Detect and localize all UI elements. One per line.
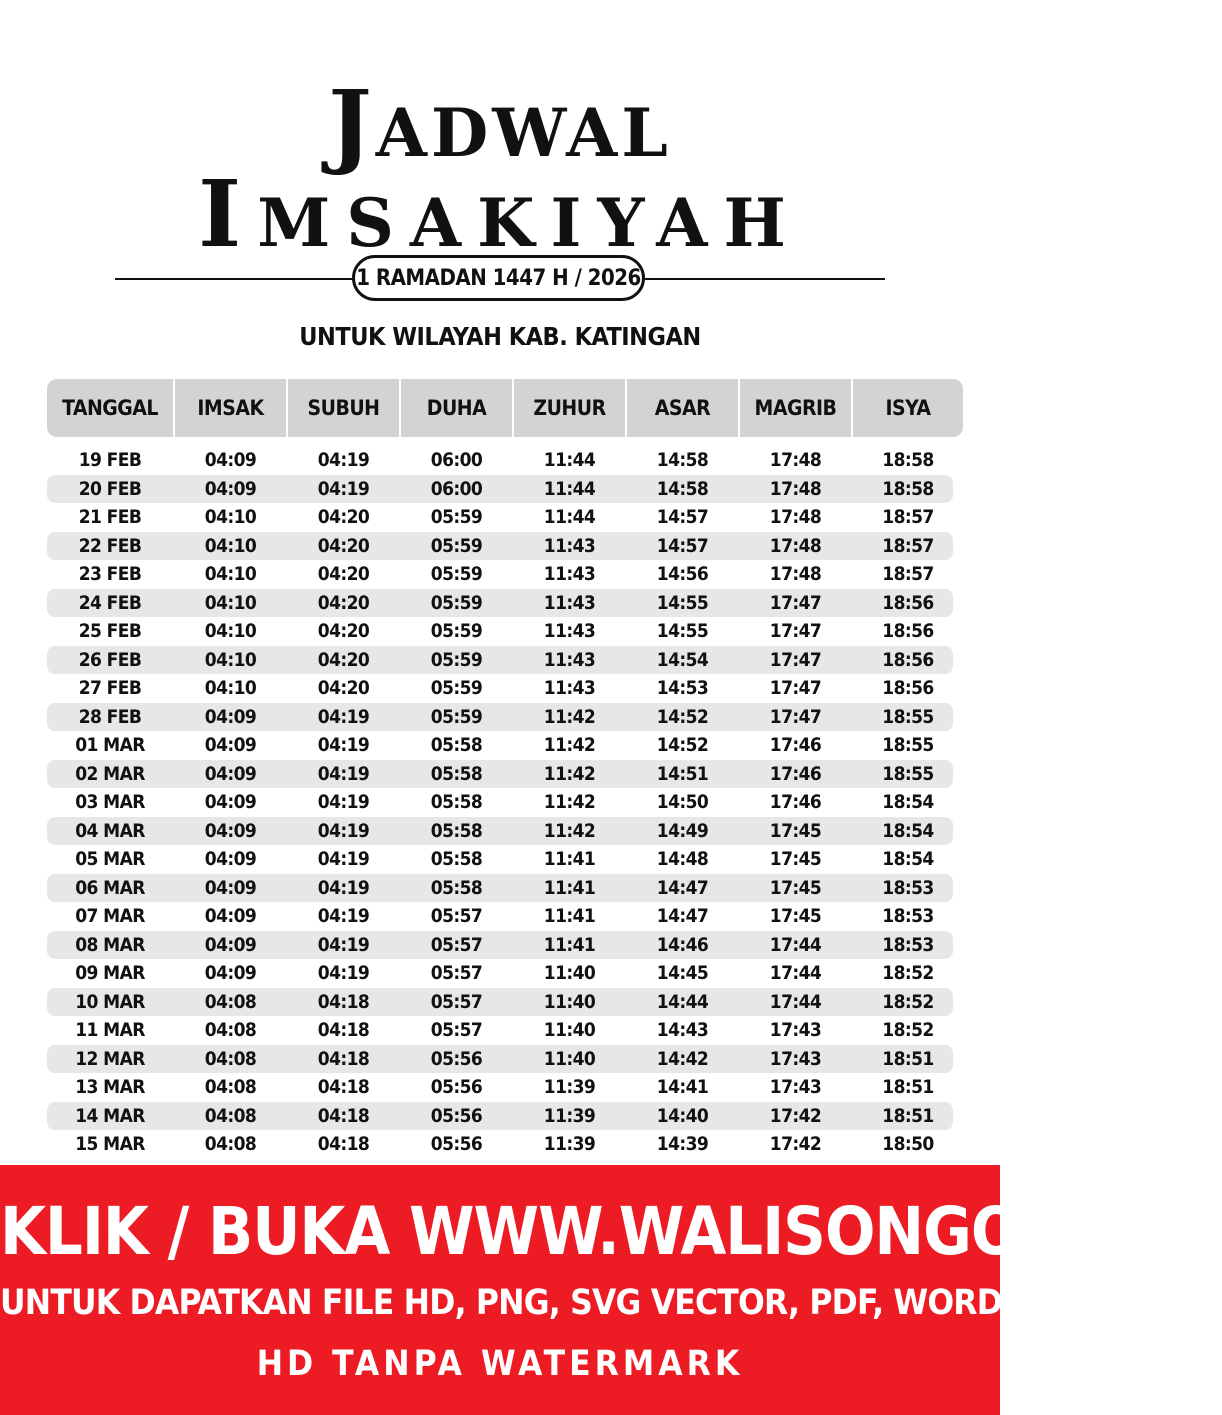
tanggal-cell: 26 FEB bbox=[78, 648, 142, 671]
title-initial-i: I bbox=[198, 160, 258, 268]
magrib-cell: 17:43 bbox=[769, 1076, 822, 1099]
asar-cell: 14:53 bbox=[656, 677, 709, 700]
column-header-duha: DUHA bbox=[401, 379, 512, 437]
table-row bbox=[47, 703, 953, 732]
imsak-cell: 04:09 bbox=[204, 962, 257, 985]
asar-cell: 14:39 bbox=[656, 1133, 709, 1156]
magrib-cell: 17:47 bbox=[769, 620, 822, 643]
column-header-tanggal: TANGGAL bbox=[47, 379, 173, 437]
magrib-cell: 17:44 bbox=[769, 933, 822, 956]
subuh-cell: 04:19 bbox=[317, 762, 370, 785]
isya-cell: 18:56 bbox=[882, 677, 934, 700]
schedule-table-header bbox=[47, 379, 953, 437]
asar-cell: 14:49 bbox=[656, 819, 709, 842]
zuhur-cell: 11:40 bbox=[543, 962, 596, 985]
subuh-cell: 04:18 bbox=[317, 990, 370, 1013]
imsak-cell: 04:10 bbox=[204, 563, 257, 586]
tanggal-cell: 05 MAR bbox=[75, 848, 145, 871]
duha-cell: 05:58 bbox=[430, 734, 483, 757]
isya-cell: 18:52 bbox=[882, 1019, 934, 1042]
tanggal-cell: 15 MAR bbox=[75, 1133, 145, 1156]
zuhur-cell: 11:43 bbox=[543, 534, 596, 557]
imsak-cell: 04:08 bbox=[204, 1133, 257, 1156]
table-row bbox=[47, 560, 953, 589]
duha-cell: 05:59 bbox=[430, 620, 483, 643]
duha-cell: 06:00 bbox=[430, 477, 483, 500]
imsak-cell: 04:09 bbox=[204, 762, 257, 785]
asar-cell: 14:47 bbox=[656, 876, 709, 899]
duha-cell: 05:57 bbox=[430, 933, 483, 956]
asar-cell: 14:41 bbox=[656, 1076, 709, 1099]
magrib-cell: 17:45 bbox=[769, 819, 822, 842]
tanggal-cell: 12 MAR bbox=[75, 1047, 145, 1070]
zuhur-cell: 11:41 bbox=[543, 933, 596, 956]
banner-website-link[interactable]: KLIK / BUKA WWW.WALISONGO.CO.ID bbox=[0, 1193, 1222, 1270]
imsak-cell: 04:09 bbox=[204, 933, 257, 956]
duha-cell: 06:00 bbox=[430, 449, 483, 472]
magrib-cell: 17:46 bbox=[769, 762, 822, 785]
zuhur-cell: 11:43 bbox=[543, 620, 596, 643]
tanggal-cell: 25 FEB bbox=[78, 620, 142, 643]
zuhur-cell: 11:40 bbox=[543, 1047, 596, 1070]
asar-cell: 14:54 bbox=[656, 648, 709, 671]
table-row bbox=[47, 446, 953, 475]
subuh-cell: 04:19 bbox=[317, 734, 370, 757]
table-row bbox=[47, 845, 953, 874]
imsak-cell: 04:09 bbox=[204, 819, 257, 842]
magrib-cell: 17:47 bbox=[769, 648, 822, 671]
tanggal-cell: 19 FEB bbox=[78, 449, 142, 472]
zuhur-cell: 11:44 bbox=[543, 477, 596, 500]
duha-cell: 05:59 bbox=[430, 563, 483, 586]
imsak-cell: 04:08 bbox=[204, 1104, 257, 1127]
asar-cell: 14:45 bbox=[656, 962, 709, 985]
duha-cell: 05:59 bbox=[430, 677, 483, 700]
asar-cell: 14:57 bbox=[656, 506, 709, 529]
subuh-cell: 04:19 bbox=[317, 705, 370, 728]
magrib-cell: 17:42 bbox=[769, 1104, 822, 1127]
tanggal-cell: 24 FEB bbox=[78, 591, 142, 614]
zuhur-cell: 11:42 bbox=[543, 705, 596, 728]
column-header-asar: ASAR bbox=[627, 379, 738, 437]
duha-cell: 05:58 bbox=[430, 762, 483, 785]
tanggal-cell: 08 MAR bbox=[75, 933, 145, 956]
magrib-cell: 17:44 bbox=[769, 962, 822, 985]
column-header-isya: ISYA bbox=[853, 379, 963, 437]
duha-cell: 05:57 bbox=[430, 1019, 483, 1042]
duha-cell: 05:59 bbox=[430, 506, 483, 529]
duha-cell: 05:59 bbox=[430, 591, 483, 614]
imsak-cell: 04:09 bbox=[204, 705, 257, 728]
table-row bbox=[47, 931, 953, 960]
table-row bbox=[47, 674, 953, 703]
asar-cell: 14:52 bbox=[656, 734, 709, 757]
subuh-cell: 04:20 bbox=[317, 648, 370, 671]
isya-cell: 18:54 bbox=[882, 791, 934, 814]
magrib-cell: 17:45 bbox=[769, 848, 822, 871]
zuhur-cell: 11:42 bbox=[543, 791, 596, 814]
table-row bbox=[47, 589, 953, 618]
imsak-cell: 04:09 bbox=[204, 477, 257, 500]
subuh-cell: 04:19 bbox=[317, 876, 370, 899]
subuh-cell: 04:19 bbox=[317, 905, 370, 928]
imsak-cell: 04:10 bbox=[204, 534, 257, 557]
subuh-cell: 04:19 bbox=[317, 848, 370, 871]
subuh-cell: 04:18 bbox=[317, 1133, 370, 1156]
isya-cell: 18:55 bbox=[882, 734, 934, 757]
tanggal-cell: 02 MAR bbox=[75, 762, 145, 785]
isya-cell: 18:55 bbox=[882, 705, 934, 728]
zuhur-cell: 11:43 bbox=[543, 563, 596, 586]
imsak-cell: 04:10 bbox=[204, 648, 257, 671]
magrib-cell: 17:47 bbox=[769, 591, 822, 614]
magrib-cell: 17:48 bbox=[769, 506, 822, 529]
isya-cell: 18:52 bbox=[882, 990, 934, 1013]
table-row bbox=[47, 731, 953, 760]
duha-cell: 05:57 bbox=[430, 990, 483, 1013]
table-row bbox=[47, 1016, 953, 1045]
asar-cell: 14:44 bbox=[656, 990, 709, 1013]
asar-cell: 14:56 bbox=[656, 563, 709, 586]
subuh-cell: 04:19 bbox=[317, 477, 370, 500]
magrib-cell: 17:48 bbox=[769, 449, 822, 472]
zuhur-cell: 11:43 bbox=[543, 591, 596, 614]
table-row bbox=[47, 1130, 953, 1159]
subuh-cell: 04:20 bbox=[317, 563, 370, 586]
isya-cell: 18:51 bbox=[882, 1047, 934, 1070]
isya-cell: 18:51 bbox=[882, 1076, 934, 1099]
zuhur-cell: 11:40 bbox=[543, 1019, 596, 1042]
magrib-cell: 17:47 bbox=[769, 705, 822, 728]
duha-cell: 05:56 bbox=[430, 1076, 483, 1099]
column-header-subuh: SUBUH bbox=[288, 379, 399, 437]
tanggal-cell: 10 MAR bbox=[75, 990, 145, 1013]
asar-cell: 14:58 bbox=[656, 477, 709, 500]
zuhur-cell: 11:39 bbox=[543, 1133, 596, 1156]
isya-cell: 18:52 bbox=[882, 962, 934, 985]
imsak-cell: 04:08 bbox=[204, 1076, 257, 1099]
isya-cell: 18:56 bbox=[882, 648, 934, 671]
asar-cell: 14:48 bbox=[656, 848, 709, 871]
zuhur-cell: 11:41 bbox=[543, 905, 596, 928]
isya-cell: 18:58 bbox=[882, 477, 934, 500]
column-header-magrib: MAGRIB bbox=[740, 379, 851, 437]
asar-cell: 14:55 bbox=[656, 591, 709, 614]
table-row bbox=[47, 503, 953, 532]
isya-cell: 18:57 bbox=[882, 506, 934, 529]
isya-cell: 18:55 bbox=[882, 762, 934, 785]
subuh-cell: 04:20 bbox=[317, 534, 370, 557]
magrib-cell: 17:46 bbox=[769, 791, 822, 814]
magrib-cell: 17:43 bbox=[769, 1019, 822, 1042]
zuhur-cell: 11:41 bbox=[543, 848, 596, 871]
divider-line-right bbox=[645, 278, 885, 280]
table-row bbox=[47, 874, 953, 903]
asar-cell: 14:42 bbox=[656, 1047, 709, 1070]
imsak-cell: 04:08 bbox=[204, 990, 257, 1013]
title-line-imsakiyah bbox=[0, 160, 1000, 268]
magrib-cell: 17:47 bbox=[769, 677, 822, 700]
imsak-cell: 04:09 bbox=[204, 734, 257, 757]
table-row bbox=[47, 902, 953, 931]
column-header-zuhur: ZUHUR bbox=[514, 379, 625, 437]
imsak-cell: 04:08 bbox=[204, 1047, 257, 1070]
duha-cell: 05:59 bbox=[430, 705, 483, 728]
magrib-cell: 17:45 bbox=[769, 905, 822, 928]
promo-banner bbox=[0, 1165, 1222, 1415]
isya-cell: 18:56 bbox=[882, 620, 934, 643]
banner-file-formats: UNTUK DAPATKAN FILE HD, PNG, SVG VECTOR, PDF, WORD, EXCEL bbox=[0, 1283, 1129, 1323]
imsak-cell: 04:10 bbox=[204, 620, 257, 643]
column-header-imsak: IMSAK bbox=[175, 379, 286, 437]
subuh-cell: 04:20 bbox=[317, 591, 370, 614]
magrib-cell: 17:48 bbox=[769, 563, 822, 586]
subuh-cell: 04:18 bbox=[317, 1104, 370, 1127]
zuhur-cell: 11:39 bbox=[543, 1076, 596, 1099]
divider-line-left bbox=[115, 278, 355, 280]
duha-cell: 05:59 bbox=[430, 648, 483, 671]
imsak-cell: 04:08 bbox=[204, 1019, 257, 1042]
table-row bbox=[47, 817, 953, 846]
asar-cell: 14:50 bbox=[656, 791, 709, 814]
tanggal-cell: 20 FEB bbox=[78, 477, 142, 500]
tanggal-cell: 06 MAR bbox=[75, 876, 145, 899]
tanggal-cell: 11 MAR bbox=[75, 1019, 145, 1042]
table-row bbox=[47, 617, 953, 646]
zuhur-cell: 11:42 bbox=[543, 762, 596, 785]
duha-cell: 05:58 bbox=[430, 819, 483, 842]
isya-cell: 18:56 bbox=[882, 591, 934, 614]
table-row bbox=[47, 532, 953, 561]
zuhur-cell: 11:40 bbox=[543, 990, 596, 1013]
isya-cell: 18:53 bbox=[882, 905, 934, 928]
isya-cell: 18:50 bbox=[882, 1133, 934, 1156]
duha-cell: 05:57 bbox=[430, 905, 483, 928]
isya-cell: 18:57 bbox=[882, 534, 934, 557]
isya-cell: 18:57 bbox=[882, 563, 934, 586]
isya-cell: 18:53 bbox=[882, 933, 934, 956]
region-label: UNTUK WILAYAH KAB. KATINGAN bbox=[299, 322, 701, 351]
tanggal-cell: 04 MAR bbox=[75, 819, 145, 842]
title-line-jadwal bbox=[0, 70, 1000, 178]
duha-cell: 05:56 bbox=[430, 1104, 483, 1127]
subuh-cell: 04:20 bbox=[317, 677, 370, 700]
title-rest-msakiyah: MSAKIYAH bbox=[257, 184, 802, 262]
subuh-cell: 04:19 bbox=[317, 449, 370, 472]
imsak-cell: 04:09 bbox=[204, 449, 257, 472]
table-row bbox=[47, 788, 953, 817]
asar-cell: 14:46 bbox=[656, 933, 709, 956]
imsak-cell: 04:10 bbox=[204, 677, 257, 700]
magrib-cell: 17:44 bbox=[769, 990, 822, 1013]
table-row bbox=[47, 646, 953, 675]
subuh-cell: 04:20 bbox=[317, 506, 370, 529]
subuh-cell: 04:18 bbox=[317, 1019, 370, 1042]
banner-no-watermark: HD TANPA WATERMARK bbox=[256, 1344, 744, 1384]
tanggal-cell: 14 MAR bbox=[75, 1104, 145, 1127]
asar-cell: 14:58 bbox=[656, 449, 709, 472]
tanggal-cell: 27 FEB bbox=[78, 677, 142, 700]
zuhur-cell: 11:44 bbox=[543, 506, 596, 529]
zuhur-cell: 11:42 bbox=[543, 819, 596, 842]
zuhur-cell: 11:42 bbox=[543, 734, 596, 757]
zuhur-cell: 11:41 bbox=[543, 876, 596, 899]
zuhur-cell: 11:39 bbox=[543, 1104, 596, 1127]
duha-cell: 05:58 bbox=[430, 848, 483, 871]
table-row bbox=[47, 1045, 953, 1074]
zuhur-cell: 11:44 bbox=[543, 449, 596, 472]
duha-cell: 05:56 bbox=[430, 1047, 483, 1070]
magrib-cell: 17:48 bbox=[769, 477, 822, 500]
tanggal-cell: 28 FEB bbox=[78, 705, 142, 728]
zuhur-cell: 11:43 bbox=[543, 677, 596, 700]
isya-cell: 18:54 bbox=[882, 819, 934, 842]
ramadan-year-badge: 1 RAMADAN 1447 H / 2026 bbox=[352, 255, 645, 301]
magrib-cell: 17:48 bbox=[769, 534, 822, 557]
magrib-cell: 17:46 bbox=[769, 734, 822, 757]
duha-cell: 05:58 bbox=[430, 791, 483, 814]
tanggal-cell: 23 FEB bbox=[78, 563, 142, 586]
asar-cell: 14:52 bbox=[656, 705, 709, 728]
tanggal-cell: 03 MAR bbox=[75, 791, 145, 814]
asar-cell: 14:43 bbox=[656, 1019, 709, 1042]
imsak-cell: 04:10 bbox=[204, 591, 257, 614]
tanggal-cell: 13 MAR bbox=[75, 1076, 145, 1099]
isya-cell: 18:51 bbox=[882, 1104, 934, 1127]
imsak-cell: 04:09 bbox=[204, 876, 257, 899]
subuh-cell: 04:18 bbox=[317, 1076, 370, 1099]
asar-cell: 14:40 bbox=[656, 1104, 709, 1127]
table-row bbox=[47, 760, 953, 789]
imsak-cell: 04:09 bbox=[204, 791, 257, 814]
table-row bbox=[47, 959, 953, 988]
duha-cell: 05:59 bbox=[430, 534, 483, 557]
asar-cell: 14:51 bbox=[656, 762, 709, 785]
magrib-cell: 17:42 bbox=[769, 1133, 822, 1156]
subuh-cell: 04:18 bbox=[317, 1047, 370, 1070]
duha-cell: 05:57 bbox=[430, 962, 483, 985]
tanggal-cell: 22 FEB bbox=[78, 534, 142, 557]
subuh-cell: 04:19 bbox=[317, 962, 370, 985]
tanggal-cell: 07 MAR bbox=[75, 905, 145, 928]
imsak-cell: 04:09 bbox=[204, 905, 257, 928]
title-initial-j: J bbox=[328, 70, 376, 178]
tanggal-cell: 01 MAR bbox=[75, 734, 145, 757]
duha-cell: 05:56 bbox=[430, 1133, 483, 1156]
imsak-cell: 04:09 bbox=[204, 848, 257, 871]
tanggal-cell: 09 MAR bbox=[75, 962, 145, 985]
subuh-cell: 04:19 bbox=[317, 819, 370, 842]
asar-cell: 14:55 bbox=[656, 620, 709, 643]
table-row bbox=[47, 988, 953, 1017]
zuhur-cell: 11:43 bbox=[543, 648, 596, 671]
schedule-table-body bbox=[47, 446, 953, 1159]
isya-cell: 18:58 bbox=[882, 449, 934, 472]
isya-cell: 18:54 bbox=[882, 848, 934, 871]
subuh-cell: 04:19 bbox=[317, 933, 370, 956]
table-row bbox=[47, 1102, 953, 1131]
table-row bbox=[47, 475, 953, 504]
title-rest-adwal: ADWAL bbox=[375, 94, 672, 172]
magrib-cell: 17:43 bbox=[769, 1047, 822, 1070]
subuh-cell: 04:19 bbox=[317, 791, 370, 814]
subuh-cell: 04:20 bbox=[317, 620, 370, 643]
imsak-cell: 04:10 bbox=[204, 506, 257, 529]
asar-cell: 14:57 bbox=[656, 534, 709, 557]
duha-cell: 05:58 bbox=[430, 876, 483, 899]
isya-cell: 18:53 bbox=[882, 876, 934, 899]
table-row bbox=[47, 1073, 953, 1102]
magrib-cell: 17:45 bbox=[769, 876, 822, 899]
tanggal-cell: 21 FEB bbox=[78, 506, 142, 529]
asar-cell: 14:47 bbox=[656, 905, 709, 928]
